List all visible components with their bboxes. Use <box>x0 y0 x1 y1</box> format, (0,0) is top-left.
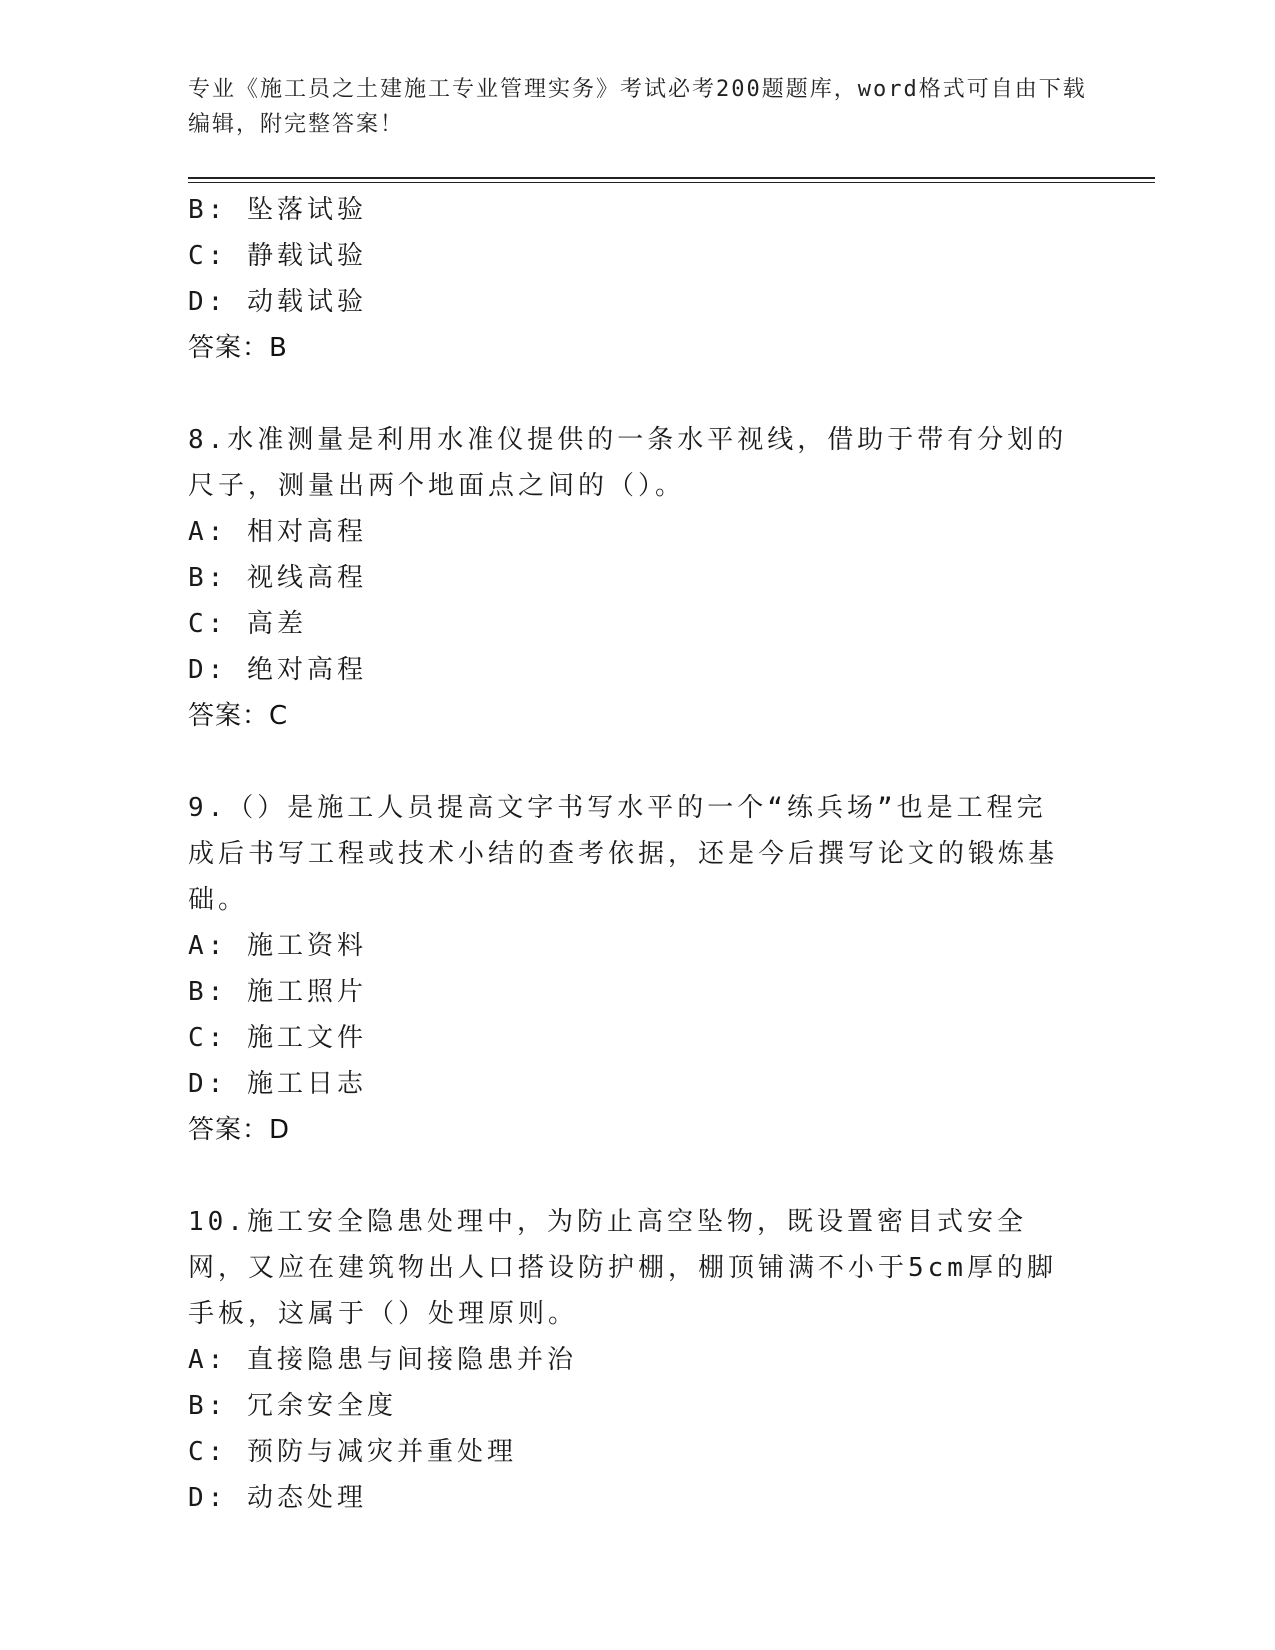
spacer <box>188 371 1088 417</box>
spacer <box>188 739 1088 785</box>
header-divider-thin <box>188 182 1155 183</box>
question-9 <box>188 785 1088 1153</box>
document-header: 专业《施工员之土建施工专业管理实务》考试必考200题题库，word格式可自由下载编辑，附完整答案！ <box>188 77 1087 137</box>
header-divider-thick <box>188 177 1155 179</box>
option-c: C: 高差 <box>188 609 307 639</box>
option-a: A: 施工资料 <box>188 931 367 961</box>
question-stem: 10.施工安全隐患处理中，为防止高空坠物，既设置密目式安全网，又应在建筑物出人口搭设防护棚，棚顶铺满不小于5cm厚的脚手板，这属于（）处理原则。 <box>188 1207 1057 1329</box>
option-d: D: 绝对高程 <box>188 655 367 685</box>
question-7-continuation <box>188 187 1088 371</box>
answer-line: 答案：C <box>188 701 289 731</box>
option-d: D: 动载试验 <box>188 287 367 317</box>
option-c: C: 施工文件 <box>188 1023 367 1053</box>
option-b: B: 施工照片 <box>188 977 367 1007</box>
option-a: A: 直接隐患与间接隐患并治 <box>188 1345 577 1375</box>
question-stem: 8.水准测量是利用水准仪提供的一条水平视线，借助于带有分划的尺子，测量出两个地面点之间的（）。 <box>188 425 1068 501</box>
option-b: B: 冗余安全度 <box>188 1391 397 1421</box>
answer-line: 答案：B <box>188 333 288 363</box>
option-a: A: 相对高程 <box>188 517 367 547</box>
spacer <box>188 1153 1088 1199</box>
option-b: B: 视线高程 <box>188 563 367 593</box>
question-8 <box>188 417 1088 739</box>
option-d: D: 动态处理 <box>188 1483 367 1513</box>
answer-line: 答案：D <box>188 1115 291 1145</box>
question-10 <box>188 1199 1088 1521</box>
option-c: C: 预防与减灾并重处理 <box>188 1437 517 1467</box>
option-b: B: 坠落试验 <box>188 195 367 225</box>
option-c: C: 静载试验 <box>188 241 367 271</box>
option-d: D: 施工日志 <box>188 1069 367 1099</box>
question-stem: 9.（）是施工人员提高文字书写水平的一个“练兵场”也是工程完成后书写工程或技术小结的查考依据，还是今后撰写论文的锻炼基础。 <box>188 793 1059 915</box>
document-body <box>188 187 1088 1521</box>
